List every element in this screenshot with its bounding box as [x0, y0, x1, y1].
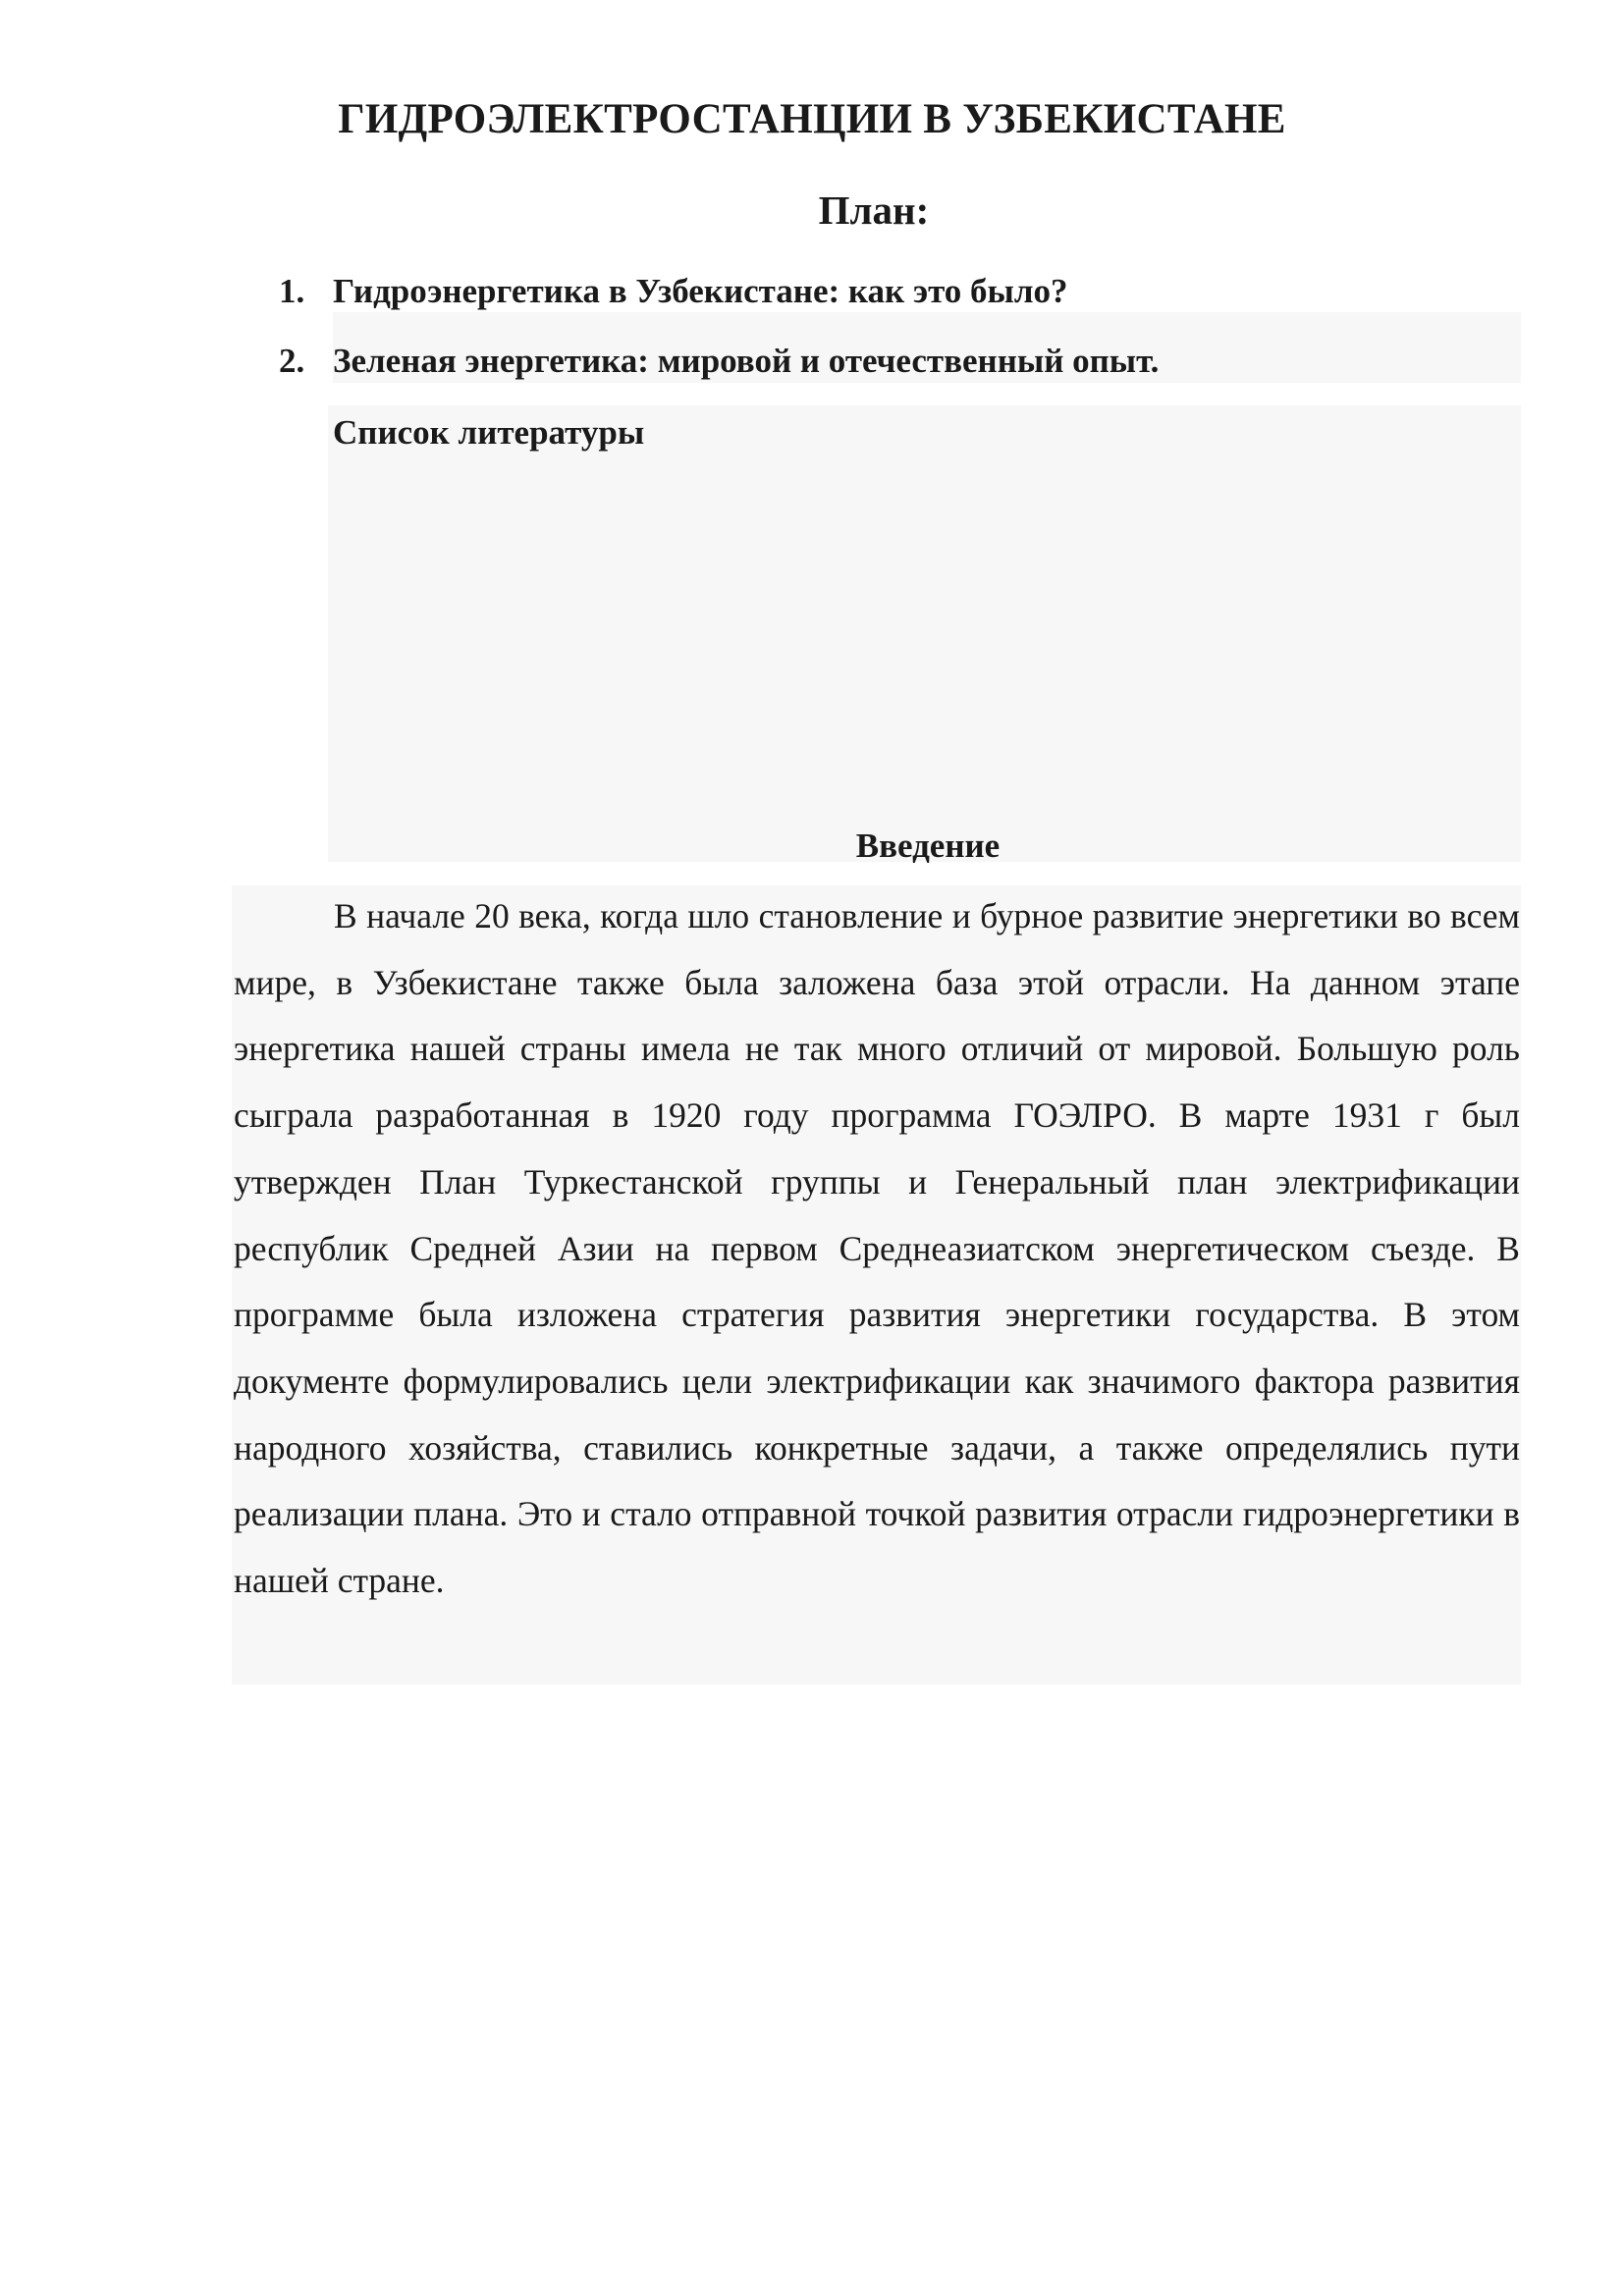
- plan-item-text: Зеленая энергетика: мировой и отечественный опыт.: [333, 342, 1160, 380]
- plan-item-number: 1.: [279, 272, 305, 310]
- plan-heading: План:: [818, 187, 930, 233]
- shade-block-references: [328, 405, 1521, 862]
- intro-heading: Введение: [855, 827, 1001, 865]
- plan-item-1: [279, 267, 1068, 316]
- plan-item-2: [279, 337, 1159, 386]
- plan-item-number: 2.: [279, 342, 305, 380]
- references-label: Список литературы: [333, 413, 645, 452]
- intro-paragraph: В начале 20 века, когда шло становление и бурное развитие энергетики во всем мире, в Узбекистане также была заложена база этой отрасли. На данном этапе энергетика нашей страны имела не так много отличий от мировой. Большую роль сыграла разработанная в 1920 году программа ГОЭЛРО. В марте 1931 г был утвержден План Туркестанской группы и Генеральный план электрификации республик Средней Азии на первом Среднеазиатском энергетическом съезде. В программе была изложена стратегия развития энергетики государства. В этом документе формулировались цели электрификации как значимого фактора развития народного хозяйства, ставились конкретные задачи, а также определялись пути реализации плана. Это и стало отправной точкой развития отрасли гидроэнергетики в нашей стране.: [234, 896, 1520, 1601]
- document-title: ГИДРОЭЛЕКТРОСТАНЦИИ В УЗБЕКИСТАНЕ: [338, 96, 1286, 142]
- plan-item-text: Гидроэнергетика в Узбекистане: как это было?: [333, 272, 1068, 310]
